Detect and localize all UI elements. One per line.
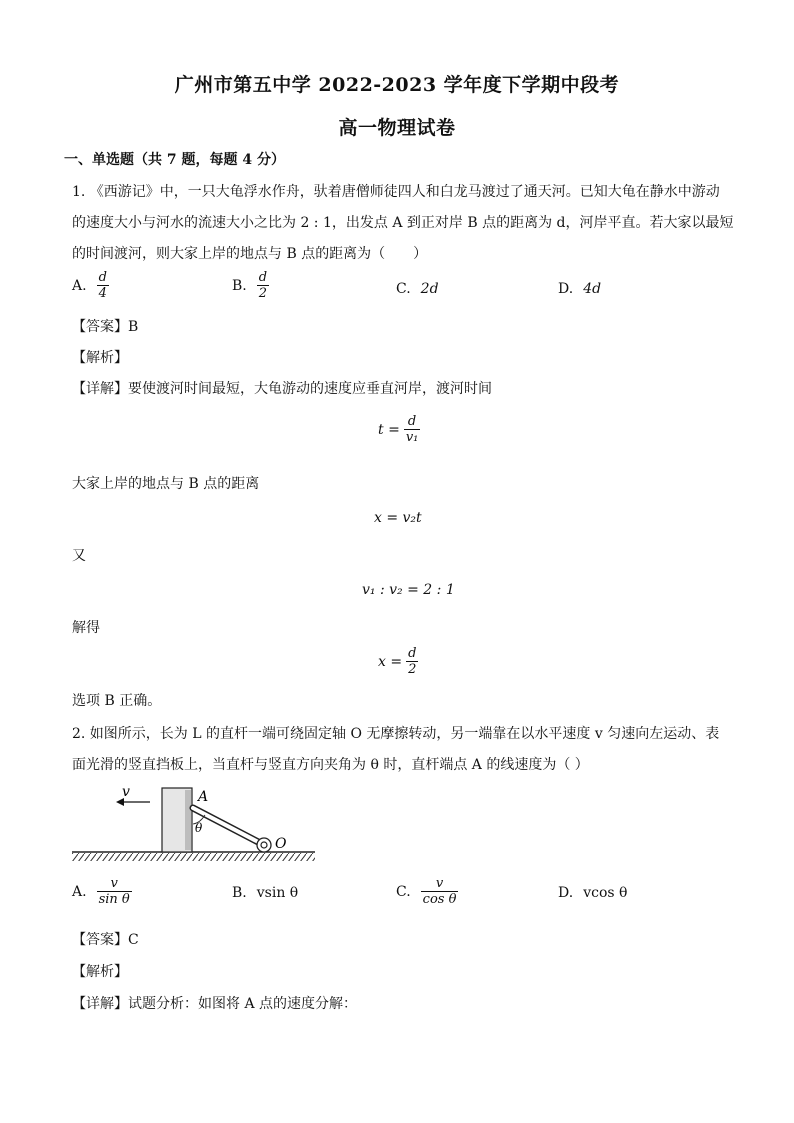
option-text: vsin θ — [256, 885, 299, 901]
q1-equation-2: x = v₂t — [374, 510, 422, 526]
pivot-inner — [261, 842, 267, 848]
q2-option-d[interactable] — [558, 885, 627, 901]
q1-option-a[interactable] — [72, 270, 109, 301]
label-theta: θ — [195, 821, 203, 835]
q2-detail: 【详解】试题分析：如图将 A 点的速度分解： — [72, 996, 358, 1012]
q1-text-2: 大家上岸的地点与 B 点的距离 — [72, 476, 260, 492]
option-label: D. — [558, 281, 574, 297]
option-text: 4d — [583, 281, 602, 297]
option-label: B. — [232, 885, 247, 901]
option-fraction: $\frac{v}{\text{sin θ}}$ — [98, 876, 130, 907]
page-subtitle: 高一物理试卷 — [338, 117, 456, 139]
q1-text-4: 解得 — [72, 620, 100, 636]
q1-equation-1: t = $\frac{d}{\text{v₁}}$ — [378, 414, 419, 445]
option-label: B. — [232, 277, 247, 294]
q2-answer: 【答案】C — [72, 932, 139, 948]
q2-line-1: 2. 如图所示，长为 L 的直杆一端可绕固定轴 O 无摩擦转动，另一端靠在以水平速度 v 匀速向左运动、表 — [72, 726, 720, 742]
q1-answer: 【答案】B — [72, 319, 139, 335]
q1-equation-3: v₁ : v₂ = 2 : 1 — [362, 582, 455, 598]
q1-equation-4: x = $\frac{d}{2}$ — [378, 646, 417, 677]
page-title: 广州市第五中学 2022-2023 学年度下学期中段考 — [174, 74, 620, 96]
option-label: C. — [396, 281, 411, 297]
option-fraction: $\frac{v}{\text{cos θ}}$ — [422, 876, 457, 907]
label-a: A — [198, 789, 209, 805]
q1-option-c[interactable] — [396, 281, 439, 297]
q1-text-3: 又 — [72, 548, 86, 564]
q1-detail: 【详解】要使渡河时间最短，大龟游动的速度应垂直河岸，渡河时间 — [72, 381, 492, 397]
q1-line-3: 的时间渡河，则大家上岸的地点与 B 点的距离为（ ） — [72, 246, 428, 262]
option-label: D. — [558, 885, 574, 901]
q2-option-a[interactable] — [72, 876, 132, 907]
option-text: 2d — [420, 281, 439, 297]
q2-option-c[interactable] — [396, 876, 458, 907]
baffle-shade — [185, 790, 191, 850]
option-fraction: $\frac{d}{4}$ — [98, 270, 107, 301]
section-heading: 一、单选题（共 7 题，每题 4 分） — [64, 152, 285, 168]
option-label: A. — [72, 883, 87, 900]
option-fraction: $\frac{d}{2}$ — [258, 270, 268, 301]
label-v: v — [122, 784, 130, 800]
option-text: vcos θ — [583, 885, 628, 901]
q1-line-2: 的速度大小与河水的流速大小之比为 2 : 1，出发点 A 到正对岸 B 点的距离为 d，河岸平直。若大家以最短 — [72, 215, 734, 231]
q2-analysis: 【解析】 — [72, 964, 128, 980]
option-label: C. — [396, 883, 411, 900]
q2-option-b[interactable] — [232, 885, 298, 901]
q1-line-1: 1. 《西游记》中，一只大龟浮水作舟，驮着唐僧师徒四人和白龙马渡过了通天河。已知大龟在静水中游动 — [72, 184, 720, 200]
option-label: A. — [72, 277, 87, 294]
q1-option-d[interactable] — [558, 281, 601, 297]
label-o: O — [275, 836, 287, 852]
q1-option-b[interactable] — [232, 270, 269, 301]
q1-analysis: 【解析】 — [72, 350, 128, 366]
q2-figure — [72, 782, 317, 864]
ground-hatch — [72, 853, 315, 861]
q1-conclusion: 选项 B 正确。 — [72, 693, 162, 709]
q2-line-2: 面光滑的竖直挡板上，当直杆与竖直方向夹角为 θ 时，直杆端点 A 的线速度为（ ） — [72, 757, 589, 773]
